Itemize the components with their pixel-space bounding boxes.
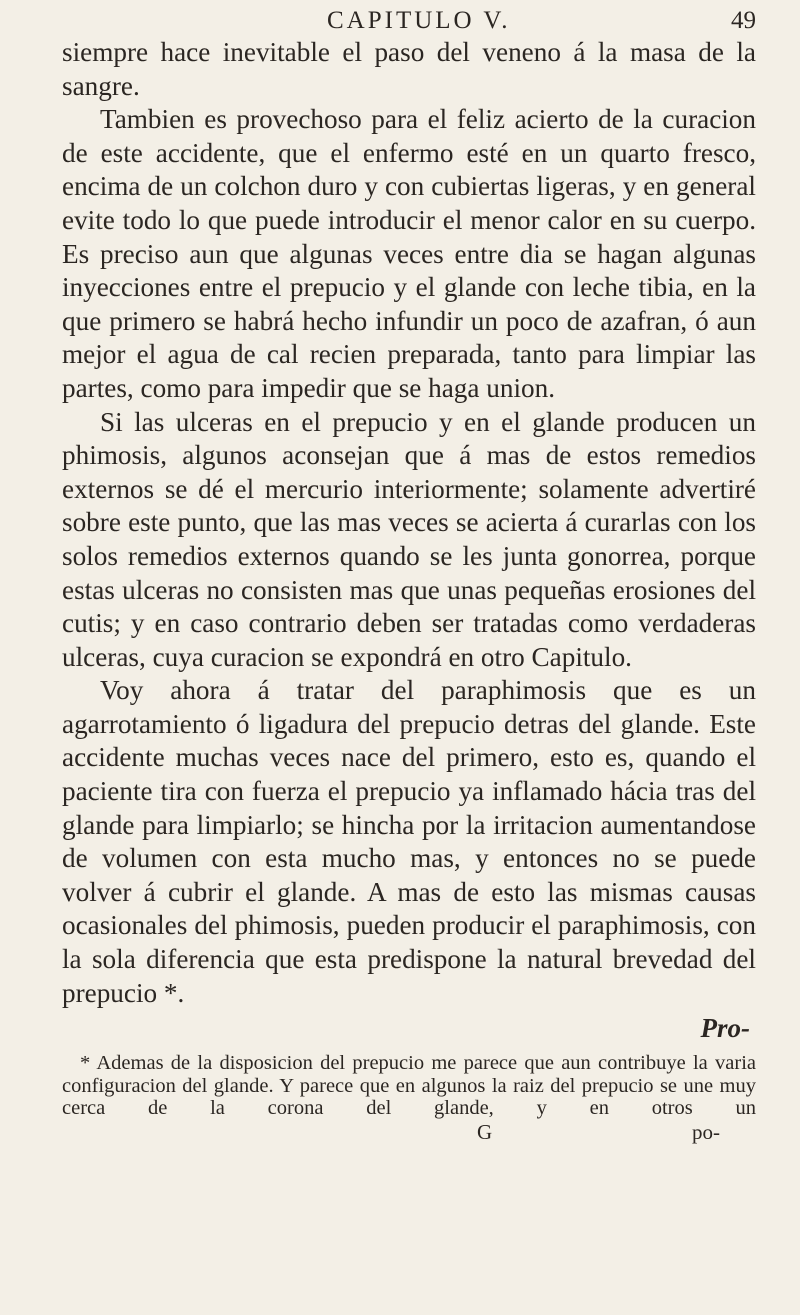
catchword: Pro- bbox=[700, 1013, 750, 1044]
chapter-heading: CAPITULO V. bbox=[327, 7, 511, 34]
paragraph: Si las ulceras en el prepucio y en el glande producen un phimosis, algunos aconsejan que á mas de estos remedios externos se dé el mercurio interiormente; solamente advertiré sobre este punto, que las mas veces se acierta á curarlas con los solos remedios externos quando se les junta gonorrea, porque estas ulceras no consisten mas que unas pequeñas erosiones del cutis; y en caso contrario deben ser tratadas como verdaderas ulceras, cuya curacion se expondrá en otro Capitulo. bbox=[62, 406, 756, 672]
footnote: * Ademas de la disposicion del prepucio me parece que aun contribuye la varia configuracion del glande. Y parece que en algunos la raiz del prepucio se une muy cerca de la corona del glande, y en otros un bbox=[62, 1052, 756, 1120]
paragraph: Tambien es provechoso para el feliz acierto de la curacion de este accidente, que el enfermo esté en un quarto fresco, encima de un colchon duro y con cubiertas ligeras, y en general evite todo lo que puede introducir el menor calor en su cuerpo. Es preciso aun que algunas veces entre dia se hagan algunas inyecciones entre el prepucio y el glande con leche tibia, en la que primero se habrá hecho infundir un poco de azafran, ó aun mejor el agua de cal recien preparada, tanto para limpiar las partes, como para impedir que se haga union. bbox=[62, 104, 756, 403]
page-number: 49 bbox=[731, 7, 756, 34]
running-header bbox=[62, 6, 756, 36]
paragraph-continuation: siempre hace inevitable el paso del veneno á la masa de la sangre. bbox=[62, 37, 756, 101]
signature-mark: G bbox=[477, 1119, 493, 1144]
page-footer bbox=[62, 1120, 756, 1146]
footnote-catchword: po- bbox=[692, 1119, 720, 1144]
body-text bbox=[62, 36, 756, 1010]
paragraph: Voy ahora á tratar del paraphimosis que es un agarrotamiento ó ligadura del prepucio detras del glande. Este accidente muchas veces nace del primero, esto es, quando el paciente tira con fuerza el prepucio ya inflamado hácia tras del glande para limpiarlo; se hincha por la irritacion aumentandose de volumen con esta mucho mas, y entonces no se puede volver á cubrir el glande. A mas de esto las mismas causas ocasionales del phimosis, pueden producir el paraphimosis, con la sola diferencia que esta predispone la natural brevedad del prepucio *. bbox=[62, 675, 756, 1008]
